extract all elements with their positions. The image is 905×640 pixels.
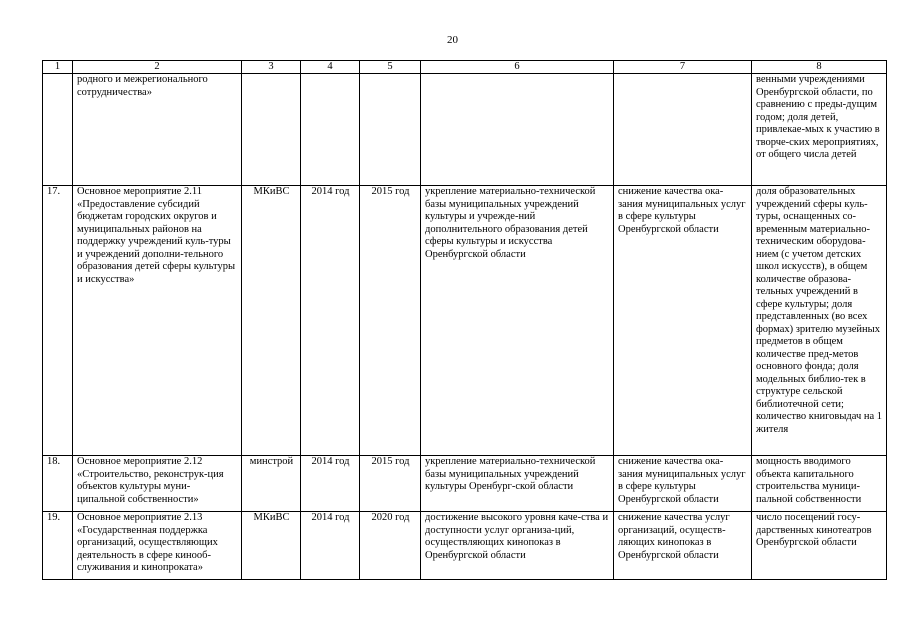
table-row xyxy=(43,186,887,456)
start-year xyxy=(301,74,360,186)
row-number: 19. xyxy=(43,512,73,580)
end-year: 2020 год xyxy=(360,512,421,580)
executor xyxy=(242,74,301,186)
start-year: 2014 год xyxy=(301,512,360,580)
column-header: 2 xyxy=(73,61,242,74)
indicator: доля образовательных учреждений сферы куль-туры, оснащенных со-временным материально-техническим оборудова-нием (с учетом детских школ искусств), в общем количестве образова-тельных учреждений в сфере культуры; доля представленных (во всех формах) зрителю музейных предметов в общем количестве пред-метов основного фонда; доля модельных библио-тек в структуре сельской библиотечной сети; количество книговыдач на 1 жителя xyxy=(752,186,887,456)
non-implementation-consequence: снижение качества услуг организаций, осуществ-ляющих кинопоказ в Оренбургской области xyxy=(614,512,752,580)
event-name: родного и межрегионального сотрудничества» xyxy=(73,74,242,186)
event-name: Основное мероприятие 2.11 «Предоставление субсидий бюджетам городских округов и муниципальных районов на поддержку учреждений куль-туры и учреждений дополни-тельного образования детей сферы культуры и искусства» xyxy=(73,186,242,456)
event-name: Основное мероприятие 2.12 «Строительство, реконструк-ция объектов культуры муни-ципальной собственности» xyxy=(73,456,242,512)
row-number: 17. xyxy=(43,186,73,456)
start-year: 2014 год xyxy=(301,456,360,512)
page-number: 20 xyxy=(447,34,458,46)
table-row xyxy=(43,456,887,512)
column-header: 7 xyxy=(614,61,752,74)
executor: МКиВС xyxy=(242,512,301,580)
row-number xyxy=(43,74,73,186)
table-row xyxy=(43,512,887,580)
executor: минстрой xyxy=(242,456,301,512)
end-year: 2015 год xyxy=(360,456,421,512)
main-direction: укрепление материально-технической базы муниципальных учреждений культуры и учрежде-ний дополнительного образования детей сферы культуры и искусства Оренбургской области xyxy=(421,186,614,456)
column-header: 4 xyxy=(301,61,360,74)
end-year: 2015 год xyxy=(360,186,421,456)
start-year: 2014 год xyxy=(301,186,360,456)
non-implementation-consequence: снижение качества ока-зания муниципальных услуг в сфере культуры Оренбургской области xyxy=(614,456,752,512)
main-direction xyxy=(421,74,614,186)
indicator: венными учреждениями Оренбургской области, по сравнению с преды-дущим годом; доля детей, привлекае-мых к участию в творче-ских мероприятиях, от общего числа детей xyxy=(752,74,887,186)
column-header: 6 xyxy=(421,61,614,74)
end-year xyxy=(360,74,421,186)
column-header: 1 xyxy=(43,61,73,74)
column-header: 5 xyxy=(360,61,421,74)
column-header: 3 xyxy=(242,61,301,74)
indicator: число посещений госу-дарственных кинотеатров Оренбургской области xyxy=(752,512,887,580)
main-direction: укрепление материально-технической базы муниципальных учреждений культуры Оренбург-ской области xyxy=(421,456,614,512)
non-implementation-consequence xyxy=(614,74,752,186)
main-direction: достижение высокого уровня каче-ства и доступности услуг организа-ций, осуществляющих кинопоказ в Оренбургской области xyxy=(421,512,614,580)
table-row xyxy=(43,74,887,186)
indicator: мощность вводимого объекта капитального строительства муници-пальной собственности xyxy=(752,456,887,512)
non-implementation-consequence: снижение качества ока-зания муниципальных услуг в сфере культуры Оренбургской области xyxy=(614,186,752,456)
executor: МКиВС xyxy=(242,186,301,456)
measures-table xyxy=(42,60,887,580)
event-name: Основное мероприятие 2.13 «Государственная поддержка организаций, осуществляющих деятельность в сфере кинооб-служивания и кинопроката» xyxy=(73,512,242,580)
column-number-row xyxy=(43,61,887,74)
row-number: 18. xyxy=(43,456,73,512)
column-header: 8 xyxy=(752,61,887,74)
